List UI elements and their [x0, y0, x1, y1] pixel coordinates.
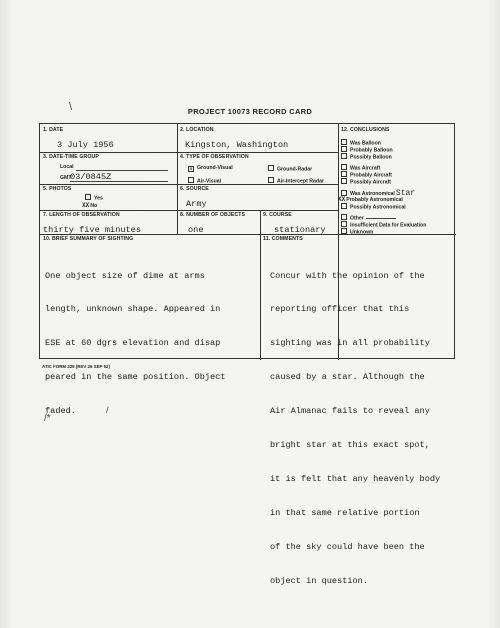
conclusion-option[interactable]: Was AstronomicalStar	[341, 189, 415, 198]
ground-radar-option[interactable]: Ground-Radar	[268, 165, 312, 173]
length-value: thirty five minutes	[43, 225, 141, 235]
summary-line: ESE at 60 dgrs elevation and disap	[45, 338, 221, 349]
length-label: 7. LENGTH OF OBSERVATION	[43, 212, 120, 218]
ground-radar-checkbox	[268, 165, 274, 171]
typed-star: Star	[395, 189, 416, 198]
conclusion-option[interactable]: Other	[341, 214, 396, 222]
conclusion-checkbox	[341, 164, 347, 170]
divider	[177, 124, 178, 234]
comments-line: caused by a star. Although the	[270, 372, 425, 383]
summary-text	[45, 248, 226, 440]
conclusions-label: 12. CONCLUSIONS	[341, 127, 390, 133]
date-value: 3 July 1956	[57, 140, 114, 150]
source-value: Army	[186, 199, 207, 209]
comments-text	[270, 248, 440, 610]
ground-visual-option[interactable]: X Ground-Visual	[189, 165, 233, 171]
summary-line: peared in the same position. Object	[45, 372, 226, 383]
conclusion-option[interactable]: Insufficient Data for Evaluation	[341, 221, 426, 229]
date-label: 1. DATE	[43, 127, 64, 133]
objects-value: one	[188, 225, 204, 235]
conclusion-option[interactable]: Unknown	[341, 228, 373, 236]
photos-label: 5. PHOTOS	[43, 186, 72, 192]
conclusion-option[interactable]: Possibly Astronomical	[341, 203, 406, 211]
card-title: PROJECT 10073 RECORD CARD	[187, 107, 313, 116]
ground-visual-checkbox: X	[189, 165, 193, 171]
conclusion-option[interactable]: Possibly Balloon	[341, 153, 392, 161]
conclusion-checkbox	[341, 190, 347, 196]
photos-yes-checkbox	[85, 194, 91, 200]
local-underline	[76, 170, 168, 171]
source-label: 6. SOURCE	[180, 186, 209, 192]
comments-line: in that same relative portion	[270, 507, 420, 518]
divider	[40, 210, 338, 211]
local-label: Local	[60, 164, 74, 170]
conclusion-checkbox	[341, 139, 347, 145]
location-value: Kingston, Washington	[185, 140, 289, 150]
divider	[260, 234, 261, 360]
summary-line: One object size of dime at arms	[45, 270, 205, 281]
conclusion-option[interactable]: Probably Balloon	[341, 146, 393, 154]
conclusion-checkbox	[341, 221, 347, 227]
photos-no-option[interactable]: XXNo	[82, 202, 98, 209]
summary-line: length, unknown shape. Appeared in	[45, 304, 221, 315]
conclusion-checkbox	[341, 214, 347, 220]
course-value: stationary	[274, 225, 326, 235]
location-label: 2. LOCATION	[180, 127, 214, 133]
photos-no-mark: XX	[82, 202, 90, 209]
pen-mark: /	[106, 405, 109, 415]
air-visual-option[interactable]: Air-Visual	[188, 177, 221, 185]
comments-line: it is felt that any heavenly body	[270, 473, 441, 484]
comments-line: Concur with the opinion of the	[270, 270, 425, 281]
divider	[260, 210, 261, 234]
comments-line: sighting was in all probability	[270, 338, 430, 349]
corner-mark: \	[69, 101, 73, 113]
conclusion-option[interactable]: Possibly Aircraft	[341, 178, 391, 186]
summary-label: 10. BRIEF SUMMARY OF SIGHTING	[43, 236, 134, 242]
divider	[40, 152, 338, 153]
conclusion-checkbox	[341, 146, 347, 152]
comments-line: object in question.	[270, 575, 368, 586]
conclusion-option[interactable]: XXProbably Astronomical	[338, 196, 403, 203]
dtg-label: 3. DATE-TIME GROUP	[43, 154, 99, 160]
air-visual-checkbox	[188, 177, 194, 183]
comments-label: 11. COMMENTS	[263, 236, 303, 242]
gmt-value: 03/0845Z	[70, 172, 112, 182]
form-number: ATIC FORM 329 (REV 26 SEP 52)	[42, 364, 110, 369]
course-label: 9. COURSE	[263, 212, 292, 218]
conclusion-checkbox	[341, 228, 347, 234]
conclusion-option[interactable]: Was Balloon	[341, 139, 381, 147]
conclusion-checkbox	[341, 178, 347, 184]
summary-line: faded.	[45, 406, 76, 417]
other-underline	[366, 218, 396, 219]
conclusion-checkbox	[341, 203, 347, 209]
comments-line: bright star at this exact spot,	[270, 440, 430, 451]
conclusion-checkbox	[341, 153, 347, 159]
conclusion-option[interactable]: Was Aircraft	[341, 164, 380, 172]
pen-mark: /*	[44, 413, 51, 424]
air-intercept-radar-option[interactable]: Air-Intercept Radar	[268, 177, 324, 185]
observation-type-label: 4. TYPE OF OBSERVATION	[180, 154, 249, 160]
gmt-label: GMT	[60, 175, 72, 181]
probably-astronomical-mark: XX	[338, 196, 346, 203]
air-intercept-radar-checkbox	[268, 177, 274, 183]
conclusion-option[interactable]: Probably Aircraft	[341, 171, 392, 179]
objects-label: 8. NUMBER OF OBJECTS	[180, 212, 246, 218]
gmt-underline	[70, 181, 168, 182]
photos-yes-option[interactable]: Yes	[85, 194, 103, 202]
conclusion-checkbox	[341, 171, 347, 177]
comments-line: of the sky could have been the	[270, 541, 425, 552]
comments-line: Air Almanac fails to reveal any	[270, 406, 430, 417]
comments-line: reporting officer that this	[270, 304, 410, 315]
